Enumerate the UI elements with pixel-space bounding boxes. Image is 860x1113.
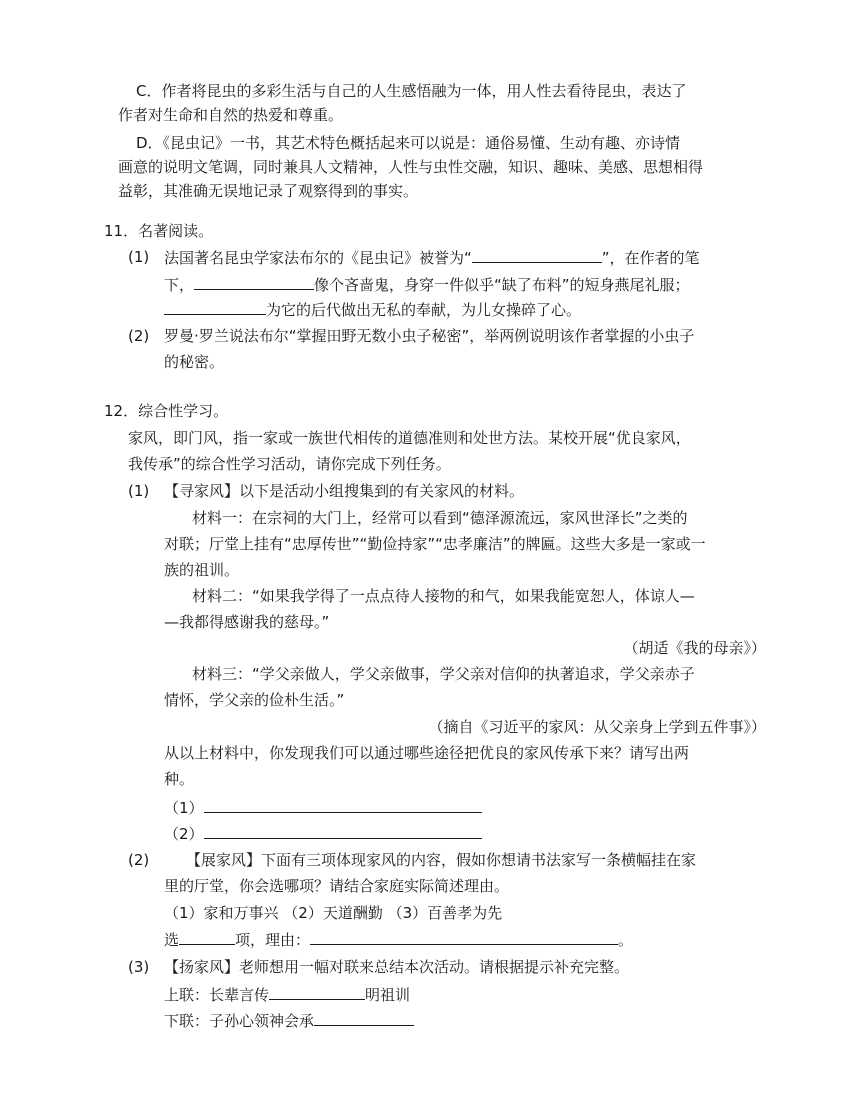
- q11-part1-line1: [164, 245, 700, 269]
- answer-blank-insect1[interactable]: [194, 272, 314, 290]
- answer-label-1: （1）: [164, 799, 204, 817]
- q12-intro-line1: 家风，即门风，指一家或一族世代相传的道德准则和处世方法。某校开展“优良家风，: [128, 429, 691, 447]
- q11-part1-line3: [164, 297, 581, 321]
- answer-blank-way1[interactable]: [204, 795, 482, 813]
- q11-title: 11．名著阅读。: [104, 222, 214, 240]
- q12-part2-options: （1）家和万事兴 （2）天道酬勤 （3）百善孝为先: [164, 904, 503, 922]
- couplet-lower-text: 下联：子孙心领神会承: [164, 1012, 315, 1030]
- answer-blank-lower[interactable]: [314, 1008, 414, 1026]
- couplet-upper-text-b: 明祖训: [365, 986, 411, 1004]
- option-c-line2: 作者对生命和自然的热爱和尊重。: [118, 106, 344, 124]
- couplet-upper-line: [164, 982, 410, 1006]
- q12-title: 12．综合性学习。: [104, 402, 229, 420]
- answer-blank-option[interactable]: [179, 927, 235, 945]
- answer-blank-nickname[interactable]: [472, 245, 602, 263]
- option-d-line3: 益彰，其准确无误地记录了观察得到的事实。: [118, 182, 419, 200]
- q11-part2-line2: 的秘密。: [164, 353, 225, 371]
- q12-part1-ask-line1: 从以上材料中，你发现我们可以通过哪些途径把优良的家风传承下来？请写出两: [164, 744, 690, 762]
- material1-line1: 材料一：在宗祠的大门上，经常可以看到“德泽源流远，家风世泽长”之类的: [192, 509, 688, 527]
- material2-line1: 材料二：“如果我学得了一点点待人接物的和气，如果我能宽恕人，体谅人—: [192, 587, 695, 605]
- q11-part1-text-a: 法国著名昆虫学家法布尔的《昆虫记》被誉为“: [164, 249, 472, 267]
- q12-part2-heading-line2: 里的厅堂，你会选哪项？请结合家庭实际简述理由。: [164, 877, 510, 895]
- answer-line-1: [164, 795, 482, 819]
- material2-source: （胡适《我的母亲》）: [623, 639, 766, 657]
- answer-blank-upper[interactable]: [269, 982, 365, 1000]
- select-label: 选: [164, 931, 180, 949]
- sentence-end: 。: [618, 931, 634, 949]
- q12-part3-heading: 【扬家风】老师想用一幅对联来总结本次活动。请根据提示补充完整。: [164, 958, 630, 976]
- material1-line2: 对联；厅堂上挂有“忠厚传世”“勤俭持家”“忠孝廉洁”的牌匾。这些大多是一家或一: [164, 535, 706, 553]
- option-c-line1: C．作者将昆虫的多彩生活与自己的人生感悟融为一体，用人性去看待昆虫，表达了: [136, 82, 687, 100]
- option-d-line2: 画意的说明文笔调，同时兼具人文精神，人性与虫性交融，知识、趣味、美感、思想相得: [118, 158, 704, 176]
- material3-line1: 材料三：“学父亲做人，学父亲做事，学父亲对信仰的执著追求，学父亲赤子: [192, 665, 695, 683]
- material2-line2: —我都得感谢我的慈母。”: [164, 613, 330, 631]
- q11-part1-text-e: 为它的后代做出无私的奉献，为儿女操碎了心。: [266, 301, 582, 319]
- q12-part3-number: (3): [128, 958, 150, 976]
- q12-part2-heading: 【展家风】下面有三项体现家风的内容，假如你想请书法家写一条横幅挂在家: [186, 851, 697, 869]
- answer-blank-reason[interactable]: [310, 927, 618, 945]
- couplet-upper-text-a: 上联：长辈言传: [164, 986, 270, 1004]
- q11-part1-text-c: 下，: [164, 276, 195, 294]
- material3-line2: 情怀，学父亲的俭朴生活。”: [164, 691, 345, 709]
- q12-part2-number: (2): [128, 851, 150, 869]
- couplet-lower-line: [164, 1008, 414, 1032]
- q11-part2-line1: 罗曼·罗兰说法布尔“掌握田野无数小虫子秘密”，举两例说明该作者掌握的小虫子: [164, 327, 695, 345]
- material3-source: （摘自《习近平的家风：从父亲身上学到五件事》）: [428, 718, 766, 736]
- material1-line3: 族的祖训。: [164, 561, 240, 579]
- q11-part1-text-d: 像个吝啬鬼，身穿一件似乎“缺了布料”的短身燕尾礼服；: [314, 276, 690, 294]
- answer-line-2: [164, 821, 482, 845]
- q11-part1-number: (1): [128, 248, 150, 266]
- q12-part1-heading: 【寻家风】以下是活动小组搜集到的有关家风的材料。: [164, 482, 525, 500]
- q11-part2-number: (2): [128, 327, 150, 345]
- q11-part1-line2: [164, 272, 690, 296]
- q12-part2-selection-line: [164, 927, 633, 951]
- answer-label-2: （2）: [164, 825, 204, 843]
- option-d-line1: D．《昆虫记》一书，其艺术特色概括起来可以说是：通俗易懂、生动有趣、亦诗情: [136, 134, 681, 152]
- q12-intro-line2: 我传承”的综合性学习活动，请你完成下列任务。: [128, 455, 451, 473]
- answer-blank-way2[interactable]: [204, 821, 482, 839]
- q11-part1-text-b: ”，在作者的笔: [601, 249, 700, 267]
- q12-part1-ask-line2: 种。: [164, 770, 195, 788]
- answer-blank-insect2[interactable]: [164, 297, 266, 315]
- reason-label: 项，理由：: [235, 931, 311, 949]
- q12-part1-number: (1): [128, 482, 150, 500]
